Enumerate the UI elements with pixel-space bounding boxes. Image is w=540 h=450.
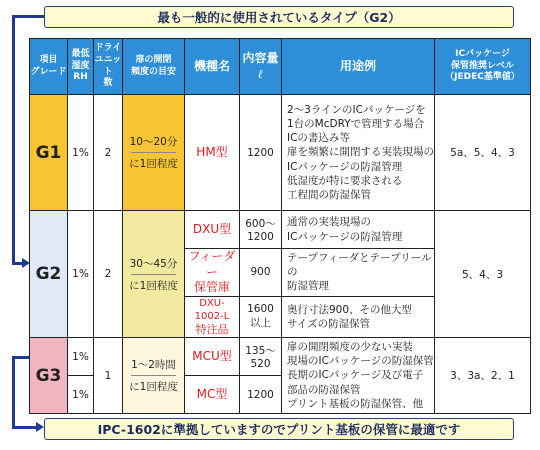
grade-comparison-table <box>29 38 531 414</box>
flow-connector-top <box>12 15 45 18</box>
header-grade: 項目 グレード <box>30 39 68 95</box>
capacity-value: 1200 <box>240 376 282 414</box>
capacity-value: 1600 以上 <box>240 296 282 337</box>
flow-connector-g3-top <box>12 356 29 359</box>
table-row-g2-dxu <box>30 211 531 249</box>
flow-connector-g3-vertical <box>12 356 15 429</box>
ic-level-value: 5a、5、4、3 <box>435 95 531 211</box>
capacity-value: 1200 <box>240 95 282 211</box>
rh-value: 1% <box>68 376 94 414</box>
model-dxu-1002-l: DXU-1002-L 特注品 <box>185 296 240 337</box>
header-usage: 用途例 <box>282 39 435 95</box>
frequency-value: 30～45分 に1回程度 <box>123 211 185 338</box>
table-row-g3-mcu <box>30 338 531 376</box>
header-capacity: 内容量 ℓ <box>240 39 282 95</box>
header-ic-level: ICパッケージ 保管推奨レベル （JEDEC基準値） <box>435 39 531 95</box>
frequency-value: 10～20分 に1回程度 <box>123 95 185 211</box>
flow-connector-bottom <box>12 426 38 429</box>
frequency-value: 1～2時間 に1回程度 <box>123 338 185 414</box>
top-banner: 最も一般的に使用されているタイプ（G2） <box>44 6 514 28</box>
grade-g2: G2 <box>30 211 68 338</box>
model-hm: HM型 <box>185 95 240 211</box>
model-mcu: MCU型 <box>185 338 240 376</box>
grade-g1: G1 <box>30 95 68 211</box>
capacity-value: 600～ 1200 <box>240 211 282 249</box>
units-value: 2 <box>94 211 123 338</box>
model-feeder-storage: フィーダー 保管庫 <box>185 249 240 297</box>
bottom-banner: IPC-1602に準拠していますのでプリント基板の保管に最適です <box>44 418 514 440</box>
model-mc: MC型 <box>185 376 240 414</box>
flow-connector-vertical <box>12 15 15 265</box>
rh-value: 1% <box>68 95 94 211</box>
ic-level-value: 5、4、3 <box>435 211 531 338</box>
table-row-g1 <box>30 95 531 211</box>
rh-value: 1% <box>68 338 94 376</box>
capacity-value: 900 <box>240 249 282 297</box>
capacity-value: 135～ 520 <box>240 338 282 376</box>
model-dxu: DXU型 <box>185 211 240 249</box>
rh-value: 1% <box>68 211 94 338</box>
header-model: 機種名 <box>185 39 240 95</box>
header-door-frequency: 扉の開閉 頻度の目安 <box>123 39 185 95</box>
arrow-right-icon <box>36 422 44 432</box>
ic-level-value: 3、3a、2、1 <box>435 338 531 414</box>
usage-text: 2～3ラインのICパッケージを 1台のMcDRYで管理する場合 ICの書込み等 扉を頻繁に開閉する実装現場の ICパッケージの防湿管理 低湿度が特に要求される 工程間の防湿保管 <box>282 95 435 211</box>
units-value: 2 <box>94 95 123 211</box>
usage-text: 通常の実装現場の ICパッケージの防湿管理 <box>282 211 435 249</box>
header-min-rh: 最低 湿度 RH <box>68 39 94 95</box>
units-value: 1 <box>94 338 123 414</box>
grade-g3: G3 <box>30 338 68 414</box>
header-dry-units: ドライ ユニット 数 <box>94 39 123 95</box>
usage-text: 奥行寸法900、その他大型 サイズの防湿保管 <box>282 296 435 337</box>
usage-text: テープフィーダとテープリールの 防湿管理 <box>282 249 435 297</box>
usage-text: 扉の開閉頻度の少ない実装 現場のICパッケージの防湿保管 長期のICパッケージ及び電子 部品の防湿保管 プリント基板の防湿保管、他 <box>282 338 435 414</box>
header-row <box>30 39 531 95</box>
